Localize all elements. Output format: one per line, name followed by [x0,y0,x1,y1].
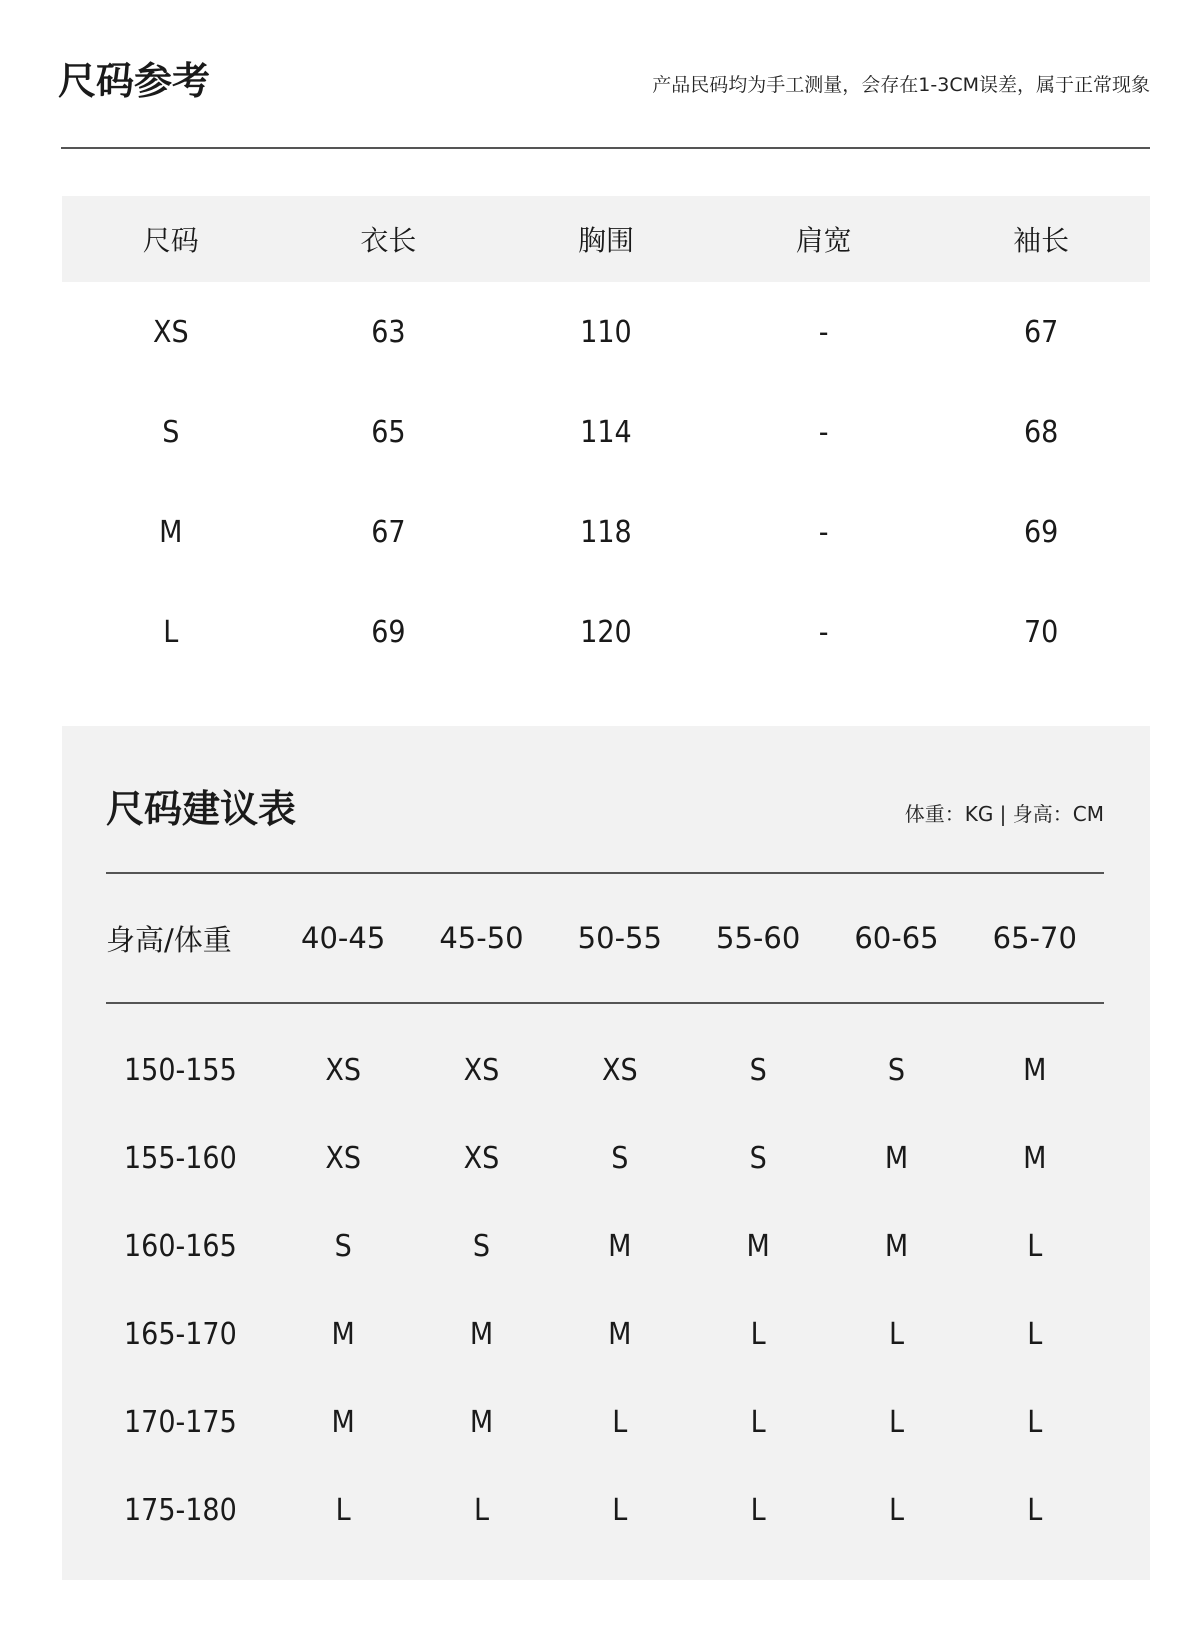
table-row [62,382,1150,482]
table-row [106,1378,1104,1466]
column-header-height-weight: 身高/体重 [106,922,232,957]
table-row [106,1290,1104,1378]
size-cell: L [1027,1404,1043,1440]
sleeve-cell: 70 [1024,614,1059,650]
size-table-header [62,196,1150,282]
sleeve-cell: 69 [1024,514,1059,550]
chest-cell: 114 [580,414,632,450]
size-cell: L [750,1316,766,1352]
size-cell: L [750,1404,766,1440]
table-row [62,582,1150,682]
size-cell: S [749,1140,767,1176]
size-cell: M [884,1140,909,1176]
size-cell: S [749,1052,767,1088]
size-cell: S [472,1228,491,1264]
sleeve-cell: 67 [1024,314,1059,350]
recommendation-table-header [106,896,1104,980]
size-cell: M [331,1316,355,1352]
size-cell: S [162,414,180,450]
shoulder-cell: - [818,514,829,550]
size-cell: M [608,1228,632,1264]
header-divider-bottom [106,1002,1104,1004]
column-header-weight: 55-60 [716,921,801,955]
table-row [106,1202,1104,1290]
column-header-size: 尺码 [142,224,199,257]
column-header-weight: 50-55 [577,921,662,955]
size-cell: M [469,1404,494,1440]
size-cell: S [887,1052,906,1088]
size-cell: S [334,1228,352,1264]
column-header-length: 衣长 [360,224,417,257]
column-header-shoulder: 肩宽 [795,224,852,257]
size-cell: XS [463,1052,500,1088]
table-row [106,1466,1104,1554]
size-cell: L [1027,1492,1043,1528]
size-cell: L [888,1316,904,1352]
size-cell: M [1023,1052,1047,1088]
size-cell: L [888,1404,904,1440]
size-cell: M [746,1228,770,1264]
size-cell: XS [463,1140,500,1176]
size-reference-table [62,196,1150,682]
size-cell: M [159,514,183,550]
height-range-cell: 165-170 [124,1316,237,1352]
recommendation-table-body [106,1026,1104,1554]
recommendation-title: 尺码建议表 [106,787,297,831]
column-header-weight: 65-70 [992,921,1077,955]
size-cell: M [608,1316,632,1352]
column-header-chest: 胸围 [577,224,634,257]
size-cell: L [335,1492,351,1528]
header-divider-top [106,872,1104,874]
table-row [62,282,1150,382]
size-cell: M [1023,1140,1047,1176]
size-cell: M [884,1228,909,1264]
length-cell: 67 [371,514,406,550]
size-cell: L [612,1404,628,1440]
column-header-weight: 45-50 [439,921,524,955]
size-cell: M [331,1404,355,1440]
column-header-weight: 60-65 [854,921,939,955]
height-range-cell: 160-165 [124,1228,237,1264]
size-cell: L [1027,1228,1043,1264]
size-cell: L [612,1492,628,1528]
measurement-note: 产品民码均为手工测量，会存在1-3CM误差，属于正常现象 [652,74,1150,96]
height-range-cell: 155-160 [124,1140,237,1176]
sleeve-cell: 68 [1024,414,1059,450]
units-note: 体重：KG | 身高：CM [904,802,1104,826]
title-divider [61,147,1150,149]
table-row [106,1114,1104,1202]
size-cell: L [888,1492,904,1528]
table-row [62,482,1150,582]
chest-cell: 118 [580,514,632,550]
length-cell: 65 [371,414,406,450]
size-cell: S [611,1140,629,1176]
height-range-cell: 175-180 [124,1492,237,1528]
size-cell: L [1027,1316,1043,1352]
column-header-sleeve: 袖长 [1013,224,1070,257]
shoulder-cell: - [818,314,829,350]
size-cell: XS [152,314,189,350]
chest-cell: 110 [580,314,632,350]
length-cell: 69 [371,614,406,650]
size-cell: L [473,1492,489,1528]
size-cell: L [163,614,179,650]
size-recommendation-panel [62,726,1150,1580]
height-range-cell: 170-175 [124,1404,237,1440]
size-cell: XS [325,1052,361,1088]
shoulder-cell: - [818,414,829,450]
shoulder-cell: - [818,614,829,650]
height-range-cell: 150-155 [124,1052,237,1088]
page-title: 尺码参考 [58,59,211,103]
size-cell: XS [325,1140,361,1176]
size-cell: L [750,1492,766,1528]
length-cell: 63 [371,314,406,350]
chest-cell: 120 [580,614,632,650]
column-header-weight: 40-45 [301,921,386,955]
size-cell: M [469,1316,494,1352]
size-cell: XS [602,1052,638,1088]
table-row [106,1026,1104,1114]
